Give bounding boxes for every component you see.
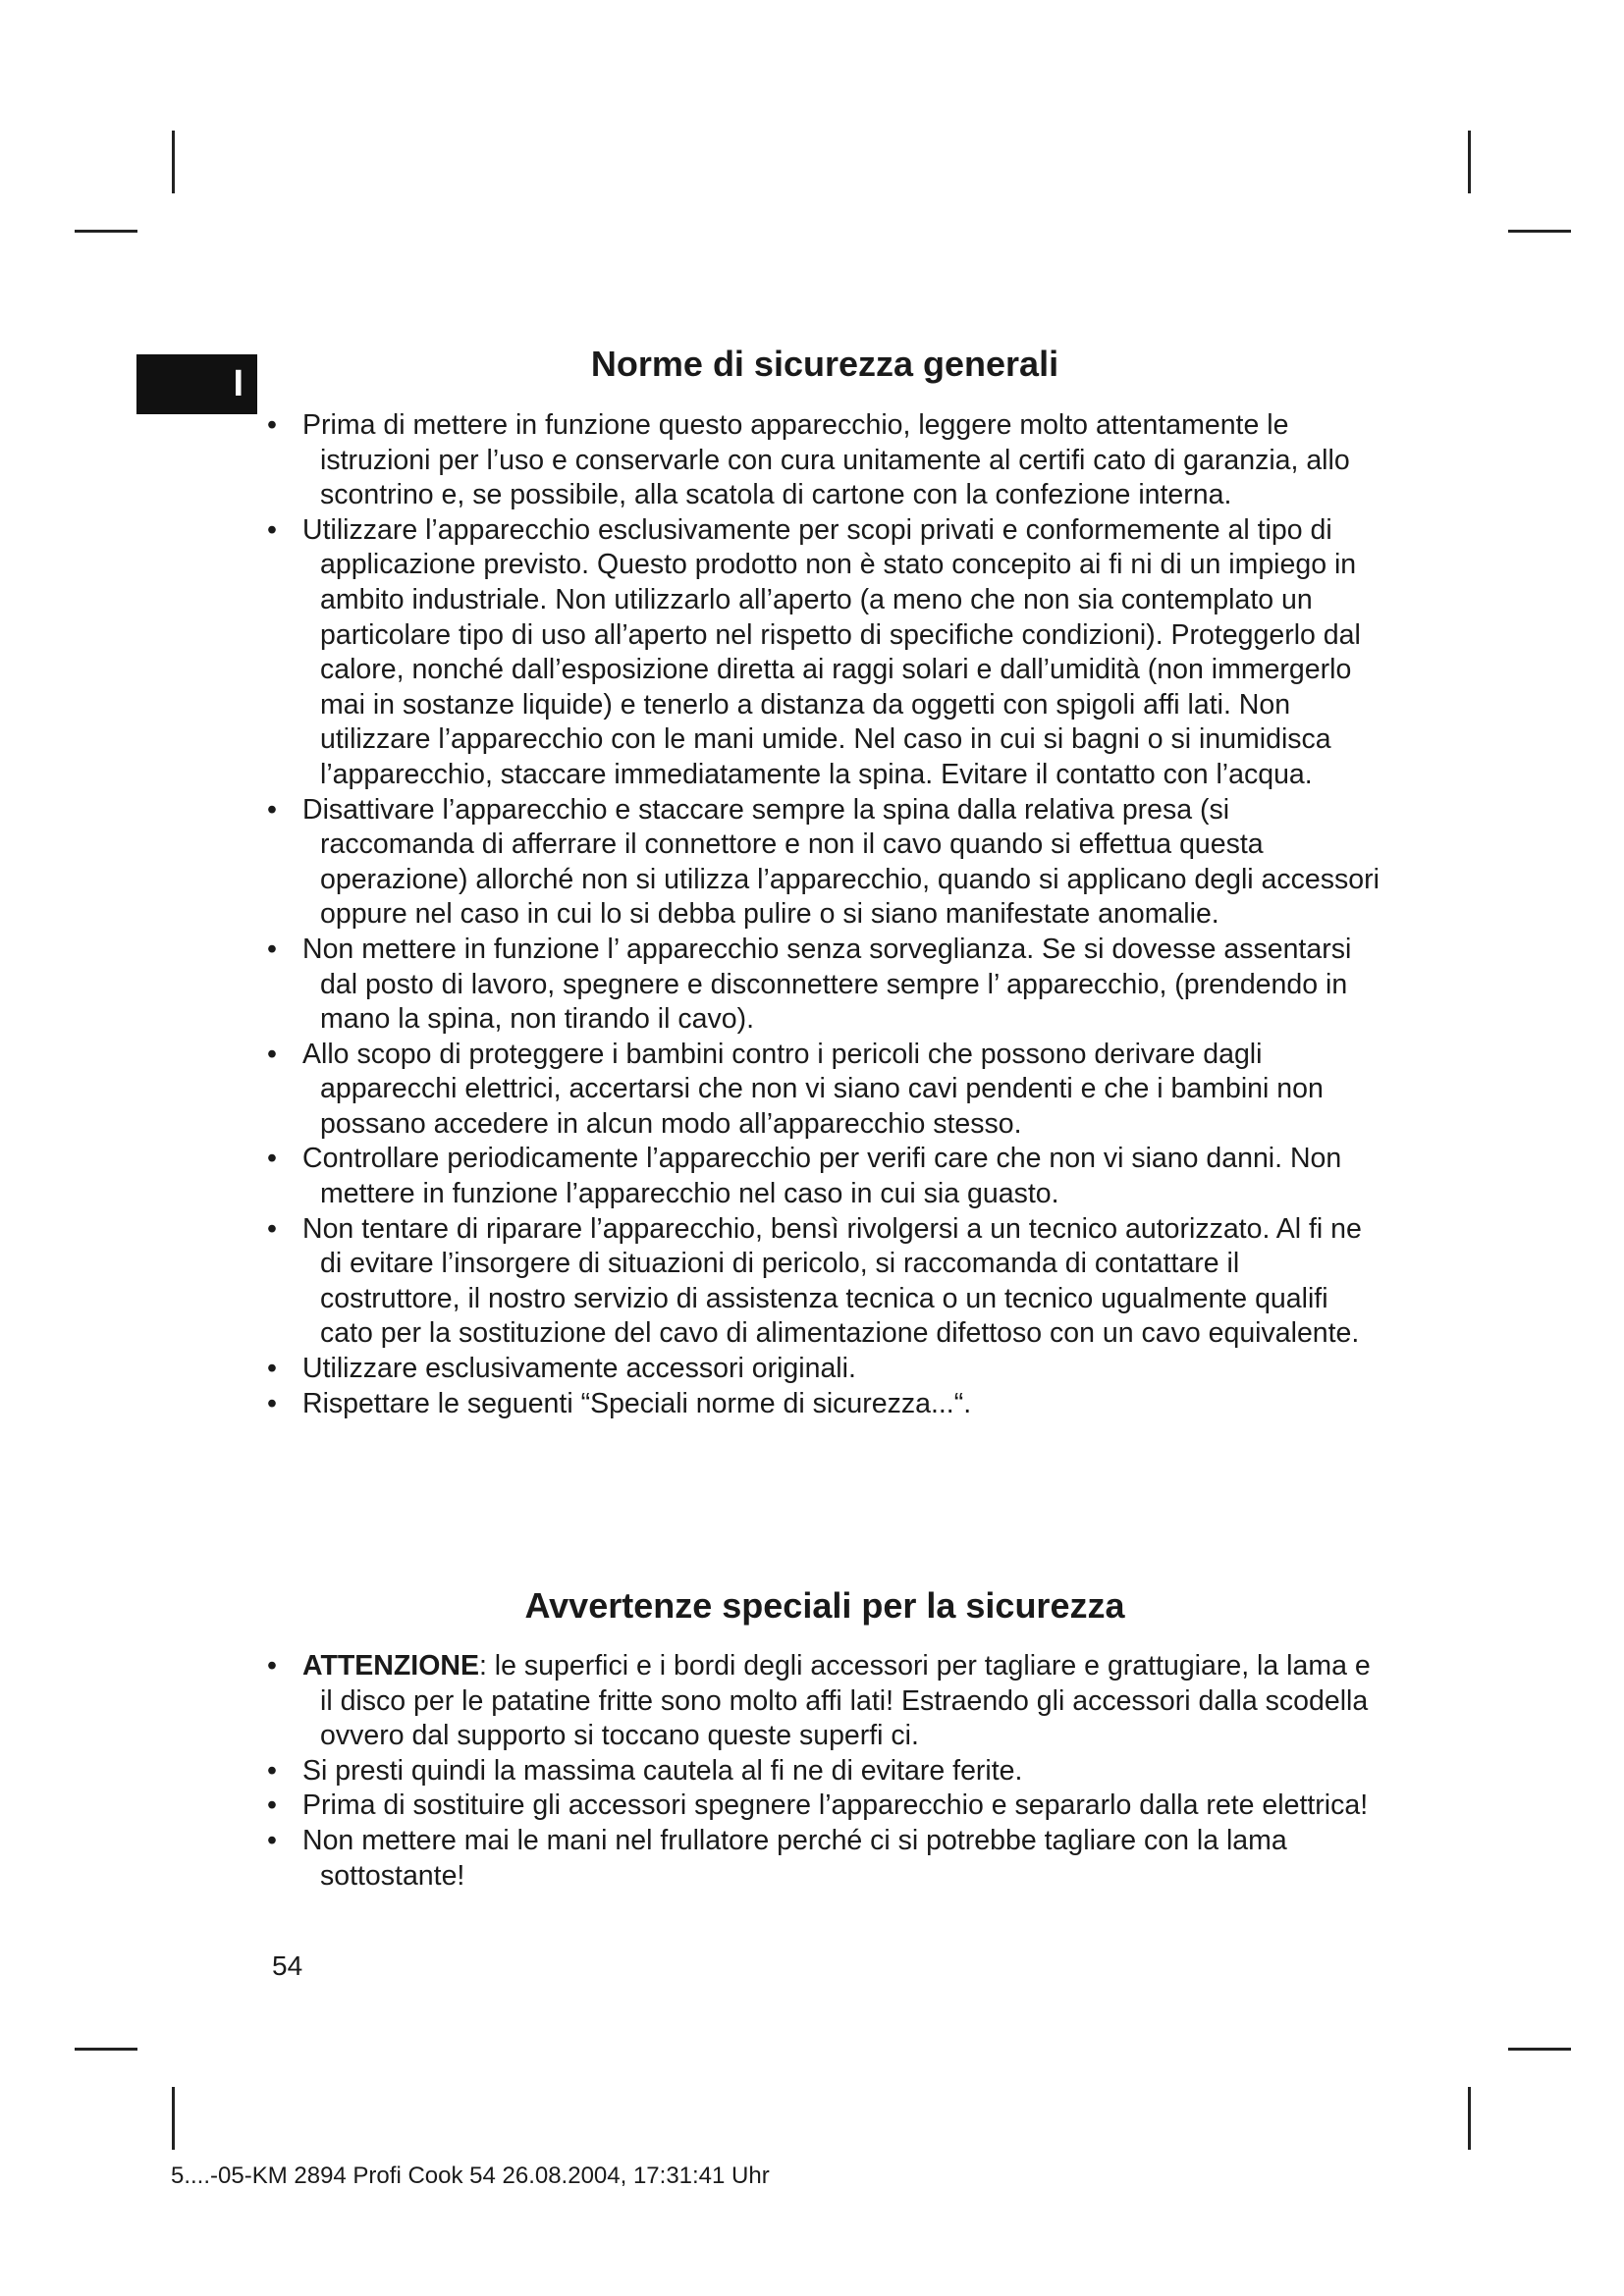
print-footer: 5....-05-KM 2894 Profi Cook 54 26.08.2004, 17:31:41 Uhr xyxy=(171,2163,770,2189)
list-item: • Prima di sostituire gli accessori spegnere l’apparecchio e separarlo dalla rete elettrica! xyxy=(267,1789,1382,1824)
crop-mark-top-right-vertical xyxy=(1468,131,1471,193)
list-item: • Prima di mettere in funzione questo apparecchio, leggere molto attentamente le istruzioni per l’uso e conservarle con cura unitamente al certifi cato di garanzia, allo scontrino e, se possibile, alla scatola di cartone con la confezione interna. xyxy=(267,408,1382,513)
list-item-attention xyxy=(267,1649,1382,1754)
crop-mark-top-right-horizontal xyxy=(1508,230,1571,233)
list-item: • Allo scopo di proteggere i bambini contro i pericoli che possono derivare dagli apparecchi elettrici, accertarsi che non vi siano cavi pendenti e che i bambini non possano accedere in alcun modo all’apparecchio stesso. xyxy=(267,1038,1382,1143)
crop-mark-top-left-horizontal xyxy=(75,230,137,233)
list-item: • Controllare periodicamente l’apparecchio per verifi care che non vi siano danni. Non mettere in funzione l’apparecchio nel caso in cui sia guasto. xyxy=(267,1142,1382,1211)
crop-mark-bottom-right-horizontal xyxy=(1508,2048,1571,2051)
list-item: • Non mettere in funzione l’ apparecchio senza sorveglianza. Se si dovesse assentarsi dal posto di lavoro, spegnere e disconnettere sempre l’ apparecchio, (prendendo in mano la spina, non tirando il cavo). xyxy=(267,933,1382,1038)
section-title-general: Norme di sicurezza generali xyxy=(590,344,1059,384)
crop-mark-top-left-vertical xyxy=(172,131,175,193)
language-tab: I xyxy=(136,354,257,414)
list-item: • Non mettere mai le mani nel frullatore perché ci si potrebbe tagliare con la lama sottostante! xyxy=(267,1824,1382,1894)
attention-text: : le superfici e i bordi degli accessori per tagliare e grattugiare, la lama e il disco per le patatine fritte sono molto affi lati! Estraendo gli accessori dalla scodella ovvero dal supporto si toccano queste superfi ci. xyxy=(320,1650,1371,1752)
general-safety-list xyxy=(267,408,1382,1421)
list-item: • Utilizzare l’apparecchio esclusivamente per scopi privati e conformemente al tipo di applicazione previsto. Questo prodotto non è stato concepito ai fi ni di un impiego in ambito industriale. Non utilizzarlo all’aperto (a meno che non sia contemplato un particolare tipo di uso all’aperto nel rispetto di specifiche condizioni). Proteggerlo dal calore, nonché dall’esposizione diretta ai raggi solari e dall’umidità (non immergerlo mai in sostanze liquide) e tenerlo a distanza da oggetti con spigoli affi lati. Non utilizzare l’apparecchio con le mani umide. Nel caso in cui si bagni o si inumidisca l’apparecchio, staccare immediatamente la spina. Evitare il contatto con l’acqua. xyxy=(267,513,1382,793)
list-item: • Non tentare di riparare l’apparecchio, bensì rivolgersi a un tecnico autorizzato. Al fi ne di evitare l’insorgere di situazioni di pericolo, si raccomanda di contattare il costruttore, il nostro servizio di assistenza tecnica o un tecnico ugualmente qualifi cato per la sostituzione del cavo di alimentazione difettoso con un cavo equivalente. xyxy=(267,1212,1382,1352)
list-item: • Rispettare le seguenti “Speciali norme di sicurezza...“. xyxy=(267,1387,1382,1422)
attention-label: ATTENZIONE xyxy=(302,1650,479,1682)
crop-mark-bottom-left-horizontal xyxy=(75,2048,137,2051)
list-item: • Disattivare l’apparecchio e staccare sempre la spina dalla relativa presa (si raccomanda di afferrare il connettore e non il cavo quando si effettua questa operazione) allorché non si utilizza l’apparecchio, quando si applicano degli accessori oppure nel caso in cui lo si debba pulire o si siano manifestate anomalie. xyxy=(267,793,1382,933)
section-title-special: Avvertenze speciali per la sicurezza xyxy=(524,1585,1125,1626)
crop-mark-bottom-right-vertical xyxy=(1468,2087,1471,2150)
special-safety-list xyxy=(267,1649,1382,1894)
list-item: • Si presti quindi la massima cautela al fi ne di evitare ferite. xyxy=(267,1754,1382,1789)
crop-mark-bottom-left-vertical xyxy=(172,2087,175,2150)
page-number: 54 xyxy=(272,1950,303,1981)
list-item: • Utilizzare esclusivamente accessori originali. xyxy=(267,1352,1382,1387)
